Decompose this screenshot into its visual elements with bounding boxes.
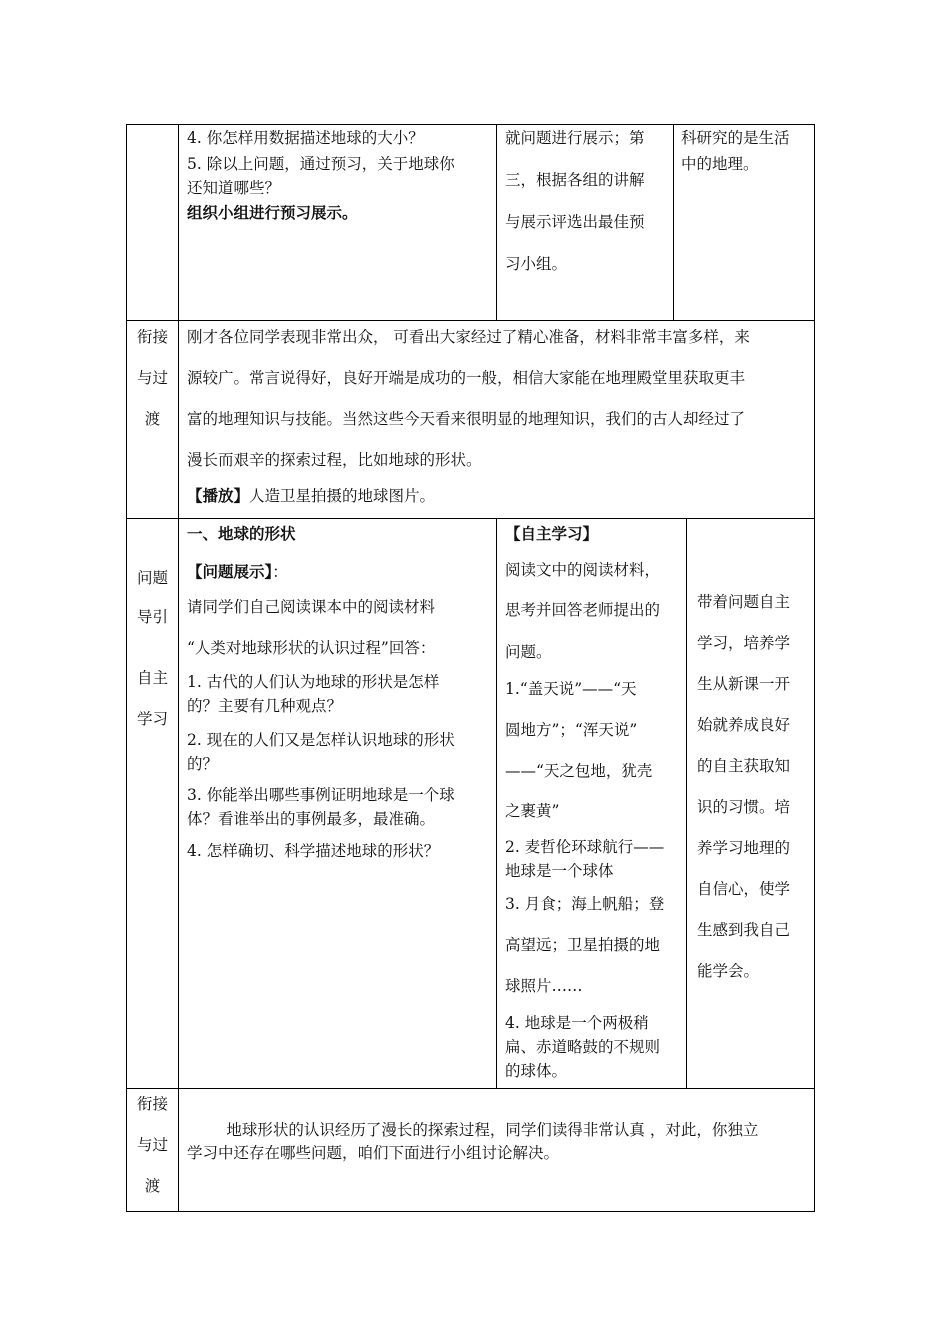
row1-col3-line-3: 与展示评选出最佳预: [505, 213, 645, 231]
row3-label-4: 学习: [136, 710, 168, 728]
row3-label-3: 自主: [136, 669, 168, 687]
row3-col3-line-13: 4. 地球是一个两极稍: [505, 1014, 649, 1032]
row3-col3-line-14: 扁、赤道略鼓的不规则: [505, 1038, 661, 1056]
row1-col3-line-1: 就问题进行展示；第: [505, 129, 645, 147]
row3-col2-line-8: 体？看谁举出的事例最多，最准确。: [187, 810, 436, 828]
row-divider-3: [126, 1088, 815, 1089]
row2-label-3: 渡: [144, 410, 161, 428]
row3-col-divider-b: [686, 518, 687, 1088]
row2-play-line: [187, 486, 435, 506]
row3-col-divider-a: [496, 518, 497, 1088]
row3-col2-line-7: 3. 你能举出哪些事例证明地球是一个球: [187, 786, 455, 804]
row3-col3-line-2: 思考并回答老师提出的: [505, 601, 661, 619]
row4-paragraph-line-2: 学习中还存在哪些问题，咱们下面进行小组讨论解决。: [187, 1144, 560, 1162]
row2-label-2: 与过: [136, 369, 168, 387]
row1-col3-line-4: 习小组。: [505, 255, 568, 273]
row3-question-display: [187, 562, 288, 582]
row3-col4-line-8: 自信心，使学: [697, 880, 791, 898]
row4-label-3: 渡: [144, 1177, 161, 1195]
row-divider-2: [126, 518, 815, 519]
row3-col3-line-15: 的球体。: [505, 1062, 568, 1080]
row2-label-1: 衔接: [136, 328, 168, 346]
row4-paragraph-line-1: 地球形状的认识经历了漫长的探索过程，同学们读得非常认真 ，对此，你独立: [187, 1121, 759, 1139]
row3-col3-line-3: 问题。: [505, 643, 552, 661]
row1-bold-instruction: 组织小组进行预习展示。: [187, 203, 358, 222]
row1-question-4: 4. 你怎样用数据描述地球的大小？: [187, 129, 424, 147]
row2-paragraph-line-3: 富的地理知识与技能。当然这些今天看来很明显的地理知识，我们的古人却经过了: [187, 410, 746, 428]
row1-question-5-cont: 还知道哪些？: [187, 179, 281, 197]
row1-question-5: 5. 除以上问题，通过预习，关于地球你: [187, 155, 455, 173]
row3-col3-line-12: 球照片……: [505, 977, 583, 995]
question-display-suffix: ：: [272, 563, 288, 581]
row3-col2-line-6: 的？: [187, 755, 219, 773]
row3-col3-line-10: 3. 月食；海上帆船；登: [505, 895, 665, 913]
row3-col4-line-9: 生感到我自己: [697, 921, 791, 939]
play-tag: 【播放】: [187, 486, 250, 505]
row4-label-1: 衔接: [136, 1095, 168, 1113]
row4-label-2: 与过: [136, 1136, 168, 1154]
table-border-top: [126, 124, 815, 125]
row3-col3-line-5: 圆地方”；“浑天说”: [505, 721, 638, 739]
row3-col3-line-8: 2. 麦哲伦环球航行——: [505, 838, 665, 856]
row2-paragraph-line-2: 源较广。常言说得好，良好开端是成功的一般，相信大家能在地理殿堂里获取更丰: [187, 369, 746, 387]
row3-col2-line-4: 的？主要有几种观点？: [187, 697, 343, 715]
row3-col4-line-7: 养学习地理的: [697, 839, 791, 857]
row3-col2-line-2: “人类对地球形状的认识过程”回答：: [187, 639, 436, 657]
question-display-tag: 【问题展示】: [187, 562, 273, 581]
row3-col4-line-4: 始就养成良好: [697, 716, 791, 734]
row1-col4-line-1: 科研究的是生活: [681, 129, 790, 147]
row3-self-study-heading: 【自主学习】: [505, 524, 599, 543]
row1-col3-line-2: 三，根据各组的讲解: [505, 171, 645, 189]
row3-label-2: 导引: [136, 608, 168, 626]
row3-col4-line-1: 带着问题自主: [697, 593, 791, 611]
row3-col4-line-3: 生从新课一开: [697, 675, 791, 693]
row1-col4-line-2: 中的地理。: [681, 155, 759, 173]
row1-col-divider-a: [496, 124, 497, 320]
table-border-bottom: [126, 1211, 815, 1212]
table-border-right: [814, 124, 815, 1212]
row2-paragraph-line-1: 刚才各位同学表现非常出众， 可看出大家经过了精心准备，材料非常丰富多样，来: [187, 328, 750, 346]
play-text: 人造卫星拍摄的地球图片。: [249, 487, 436, 505]
row3-col3-line-9: 地球是一个球体: [505, 862, 614, 880]
row3-col3-line-7: 之裹黄”: [505, 802, 560, 820]
row3-col2-line-9: 4. 怎样确切、科学描述地球的形状？: [187, 842, 440, 860]
row3-col4-line-6: 识的习惯。培: [697, 798, 791, 816]
row3-section-heading: 一、地球的形状: [187, 524, 296, 543]
row1-col-divider-b: [673, 124, 674, 320]
row3-col4-line-10: 能学会。: [697, 962, 760, 980]
row3-col4-line-5: 的自主获取知: [697, 757, 791, 775]
row3-label-1: 问题: [136, 569, 168, 587]
row3-col3-line-6: ——“天之包地，犹壳: [505, 762, 653, 780]
row3-col3-line-4: 1.“盖天说”——“天: [505, 680, 637, 698]
row3-col2-line-1: 请同学们自己阅读课本中的阅读材料: [187, 598, 436, 616]
row3-col3-line-11: 高望远；卫星拍摄的地: [505, 936, 661, 954]
row-divider-1: [126, 320, 815, 321]
row3-col3-line-1: 阅读文中的阅读材料，: [505, 561, 661, 579]
row3-col4-line-2: 学习，培养学: [697, 634, 791, 652]
label-column-divider: [178, 124, 179, 1212]
row2-paragraph-line-4: 漫长而艰辛的探索过程，比如地球的形状。: [187, 451, 482, 469]
row3-col2-line-5: 2. 现在的人们又是怎样认识地球的形状: [187, 731, 455, 749]
row3-col2-line-3: 1. 古代的人们认为地球的形状是怎样: [187, 673, 440, 691]
